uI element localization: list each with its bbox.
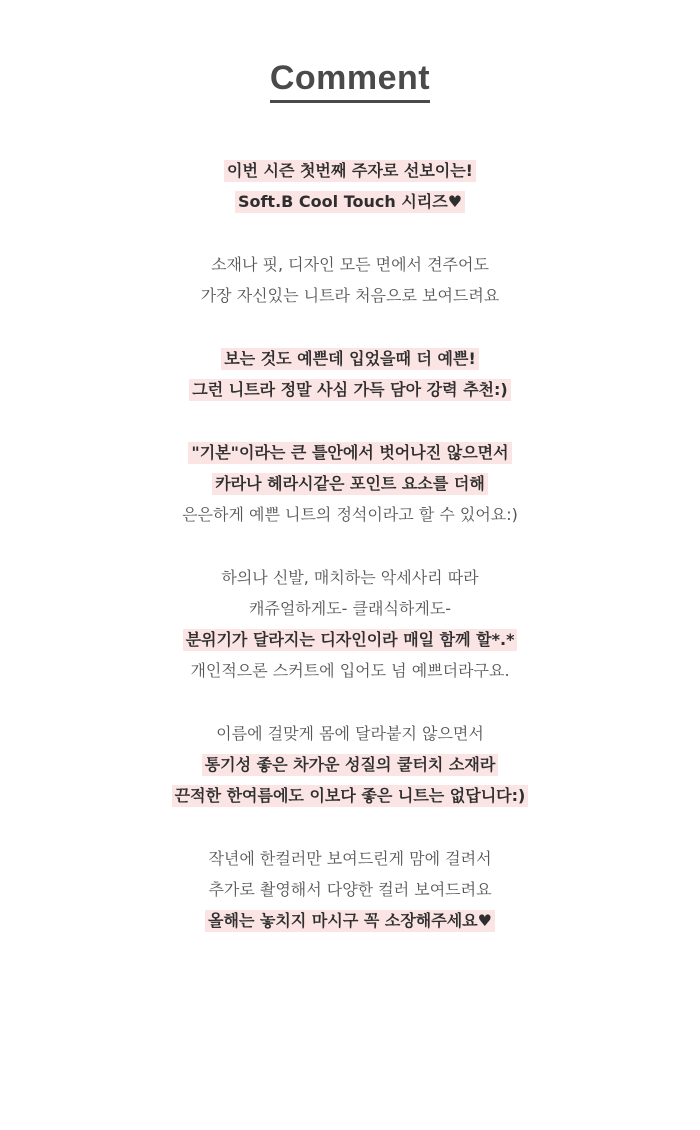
text-line [0, 655, 700, 686]
line-text: 분위기가 달라지는 디자인이라 매일 함께 할*.* [183, 629, 518, 651]
highlighted-line [0, 374, 700, 405]
comment-paragraph [0, 155, 700, 217]
line-text: 추가로 촬영해서 다양한 컬러 보여드려요 [208, 880, 492, 899]
comment-paragraph [0, 249, 700, 311]
line-text: 그런 니트라 정말 사심 가득 담아 강력 추천:) [189, 379, 510, 401]
text-line [0, 280, 700, 311]
comment-paragraph [0, 843, 700, 936]
comment-body [0, 155, 700, 968]
line-text: 끈적한 한여름에도 이보다 좋은 니트는 없답니다:) [172, 785, 529, 807]
line-text: 가장 자신있는 니트라 처음으로 보여드려요 [200, 286, 500, 305]
comment-paragraph [0, 718, 700, 811]
line-text: 소재나 핏, 디자인 모든 면에서 견주어도 [211, 255, 489, 274]
line-text: 통기성 좋은 차가운 성질의 쿨터치 소재라 [202, 754, 499, 776]
line-text: 개인적으론 스커트에 입어도 넘 예쁘더라구요. [190, 661, 510, 680]
line-text: 하의나 신발, 매치하는 악세사리 따라 [221, 568, 479, 587]
text-line [0, 499, 700, 530]
highlighted-line [0, 905, 700, 936]
highlighted-line [0, 437, 700, 468]
highlighted-line [0, 749, 700, 780]
text-line [0, 843, 700, 874]
text-line [0, 718, 700, 749]
highlighted-line [0, 780, 700, 811]
line-text: 이름에 걸맞게 몸에 달라붙지 않으면서 [216, 724, 484, 743]
highlighted-line [0, 624, 700, 655]
line-text: 은은하게 예쁜 니트의 정석이라고 할 수 있어요:) [182, 505, 518, 524]
highlighted-line [0, 186, 700, 217]
text-line [0, 874, 700, 905]
line-text: 이번 시즌 첫번째 주자로 선보이는! [224, 160, 476, 182]
line-text: 올해는 놓치지 마시구 꼭 소장해주세요♥ [205, 910, 495, 932]
line-text: Soft.B Cool Touch 시리즈♥ [235, 191, 465, 213]
line-text: 카라나 헤라시같은 포인트 요소를 더해 [212, 473, 488, 495]
page-title: Comment [270, 58, 430, 103]
comment-paragraph [0, 562, 700, 686]
highlighted-line [0, 343, 700, 374]
line-text: 보는 것도 예쁜데 입었을때 더 예쁜! [221, 348, 479, 370]
comment-paragraph [0, 437, 700, 530]
line-text: "기본"이라는 큰 틀안에서 벗어나진 않으면서 [188, 442, 511, 464]
text-line [0, 249, 700, 280]
line-text: 작년에 한컬러만 보여드린게 맘에 걸려서 [208, 849, 492, 868]
text-line [0, 593, 700, 624]
highlighted-line [0, 468, 700, 499]
text-line [0, 562, 700, 593]
comment-paragraph [0, 343, 700, 405]
line-text: 캐쥬얼하게도- 클래식하게도- [248, 599, 452, 618]
highlighted-line [0, 155, 700, 186]
title-section [0, 58, 700, 103]
